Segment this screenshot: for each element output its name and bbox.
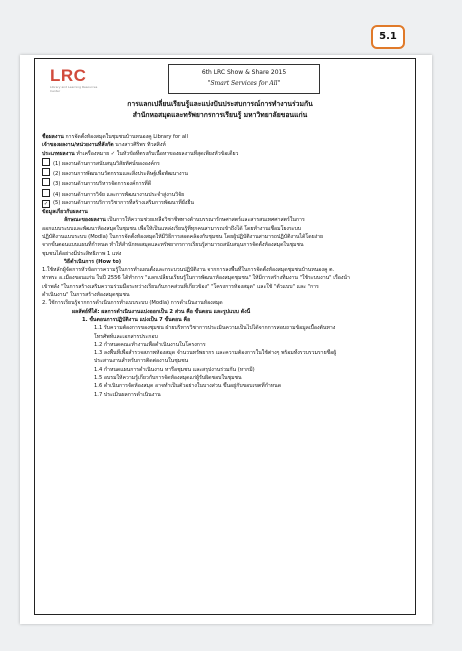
owner-value: นางสาวศิริพร ทิวสสิงห์	[115, 142, 166, 149]
document-page	[20, 55, 432, 624]
event-slogan: "Smart Services for All"	[207, 80, 281, 87]
checkbox[interactable]	[42, 189, 50, 197]
checkbox[interactable]: ✓	[43, 201, 49, 208]
step-item: ประสานงานสำหรับการติดต่องานในชุมชน	[94, 358, 189, 365]
checkbox[interactable]	[42, 178, 50, 186]
type-row	[42, 150, 406, 158]
project-name-row	[42, 133, 406, 141]
features-label: ลักษณะของผลงาน	[64, 217, 106, 224]
step-item: 1.7 ประเมินผลการดำเนินงาน	[94, 391, 161, 398]
howto-heading: วิธีดำเนินการ (How to)	[64, 258, 122, 265]
step-item: 1.2 กำหนดคณะทำงานเพื่อดำเนินงานในโครงการ	[94, 341, 206, 348]
howto-line: ท่าพระ อ.เมืองขอนแก่น ในปี 2556 ได้ทำการ "แลกเปลี่ยนเรียนรู้ในการพัฒนาห้องสมุดชุมชน" ให้มีการสร้างทีมงาน "ใช้ระบบงาน" เรื่องนำ	[42, 275, 350, 282]
event-header-box	[168, 64, 320, 94]
lrc-logo	[50, 67, 108, 93]
project-name-value: การจัดตั้งห้องสมุดในชุมชนบ้านหนองคู Library for all	[65, 134, 188, 140]
checkbox[interactable]	[42, 168, 50, 176]
document-body	[42, 133, 406, 399]
step-item: 1.5 อบรมให้ความรู้เกี่ยวกับการจัดห้องสมุดแก่ผู้รับผิดชอบในชุมชน	[94, 375, 242, 382]
features-line	[42, 216, 406, 224]
howto-line: ดำเนินงาน" ในการสร้างห้องสมุดชุมชน	[42, 292, 130, 299]
checklist-label: (2) ผลงานการพัฒนานวัตกรรมและสิ่งประดิษฐ์เพื่อพัฒนางาน	[53, 171, 188, 178]
checklist-item	[42, 168, 406, 178]
features-line: ปฏิบัติงานแบบระบบ (Modla) ในการจัดตั้งห้องสมุดให้มีวิธีการสอดคล้องกับชุมชน โดยผู้ปฏิบัติงานสามารถปฏิบัติงานได้โดยง่าย	[42, 233, 324, 240]
features-text: เป็นการให้ความช่วยเหลือวิชาชีพทางด้านบรรณารักษศาสตร์และสารสนเทศศาสตร์ในการ	[107, 217, 305, 224]
logo-subtitle: Library and Learning Resources Center	[50, 85, 98, 93]
checkbox[interactable]	[42, 158, 50, 166]
step-item: 1.3 ลงพื้นที่เพื่อสำรวจสภาพห้องสมุด จำนวนทรัพยากร และความต้องการในใช้ต่างๆ พร้อมทั้งรวบรวมรายชื่อผู้	[94, 350, 337, 357]
owner-row	[42, 141, 406, 149]
title-line-2: สำนักหอสมุดและทรัพยากรการเรียนรู้ มหาวิทยาลัยขอนแก่น	[132, 111, 308, 119]
step-item: โทรศัพท์และเอกสารประกอบ	[94, 333, 158, 340]
type-value: ทำเครื่องหมาย ✓ ในหัวข้อที่ตรงกับเนื้อหาของผลงานที่สุดเพียงหัวข้อเดียว	[76, 150, 239, 157]
checklist-label: (5) ผลงานด้านการบริการวิชาการที่สร้างเสริมการพัฒนาที่ยั่งยืน	[53, 200, 194, 207]
result-heading: ผลลัพธ์ที่ได้: ผลการดำเนินงานแบ่งออกเป็น 2 ส่วน คือ ขั้นตอน และรูปแบบ ดังนี้	[72, 308, 251, 315]
event-title: 6th LRC Show & Share 2015	[201, 69, 287, 76]
checklist-item	[42, 158, 406, 168]
steps-heading: 1. ขั้นตอนการปฏิบัติงาน แบ่งเป็น 7 ขั้นตอน คือ	[82, 316, 191, 323]
features-line: จากขั้นตอนแบบแผนที่กำหนด ทำให้สำนักหอสมุดและทรัพยากรการเรียนรู้สามารถสนับสนุนการจัดตั้งห้องสมุดในชุมชน	[42, 242, 304, 249]
checklist-item	[42, 199, 406, 208]
checklist-item	[42, 178, 406, 188]
checklist-label: (4) ผลงานด้านการวิจัย และการพัฒนางานประจำสู่งานวิจัย	[53, 191, 185, 198]
page-number-badge: 5.1	[371, 25, 405, 49]
logo-text: LRC	[50, 66, 87, 85]
howto-line: 2. ใช้การเรียนรู้จากการดำเนินการทำแบบระบบ (Modla) การดำเนินงานห้องสมุด	[42, 300, 223, 307]
features-line: ออกแบบระบบและพัฒนาห้องสมุดในชุมชน เพื่อให้เป็นแหล่งเรียนรู้ที่ทุกคนสามารถเข้าถึงได้ โดยทำงานเชื่อมโยงระบบ	[42, 225, 302, 232]
howto-line: 1.ใช้หลักผู้จัดการหัวข้อการความรู้ในการทำแผนตั้งและกระบวนปฏิบัติงาน จากการลงพื้นที่ในการจัดตั้งห้องสมุดชุมชนบ้านหนองคู ต.	[42, 267, 335, 274]
details-heading: ข้อมูลเกี่ยวกับผลงาน	[42, 209, 88, 216]
features-line: ชุมชนได้อย่างมีประสิทธิภาพ 1 แห่ง	[42, 250, 122, 257]
howto-line: เข้าพลัง "ในการสร้างเสริมความร่วมมือระหว่างเรียนกับภาคส่วนที่เกี่ยวข้อง" "โครงการห้องสมุด" และใช้ "ตัวแบบ" และ "การ	[42, 283, 319, 290]
checklist-label: (1) ผลงานด้านการสนับสนุนวิสัยทัศน์ขององค์กร	[53, 160, 160, 167]
step-item: 1.1 รับความต้องการของชุมชน ฝ่ายบริหารวิชาการประเมินความเป็นไปได้จากการสอบถามข้อมูลเบื้องต้นทาง	[94, 325, 336, 332]
checklist-label: (3) ผลงานด้านการบริหารจัดการองค์การที่ดี	[53, 181, 152, 188]
type-label: ประเภทผลงาน	[42, 150, 75, 157]
owner-label: เจ้าของผลงาน/หน่วยงานที่สังกัด	[42, 142, 114, 149]
checklist-item	[42, 189, 406, 199]
project-name-label: ชื่อผลงาน	[42, 134, 64, 140]
document-title	[50, 99, 390, 121]
title-line-1: การแลกเปลี่ยนเรียนรู้และแบ่งปันประสบการณ์การทำงานร่วมกัน	[127, 100, 313, 108]
step-item: 1.4 กำหนดแผนการดำเนินงาน หารือชุมชน และสรุปงานร่วมกัน (หากมี)	[94, 366, 255, 373]
step-item: 1.6 ดำเนินการจัดห้องสมุด อาจทำเป็นตัวอย่างในบางส่วน ขึ้นอยู่กับขอบเขตที่กำหนด	[94, 383, 282, 390]
